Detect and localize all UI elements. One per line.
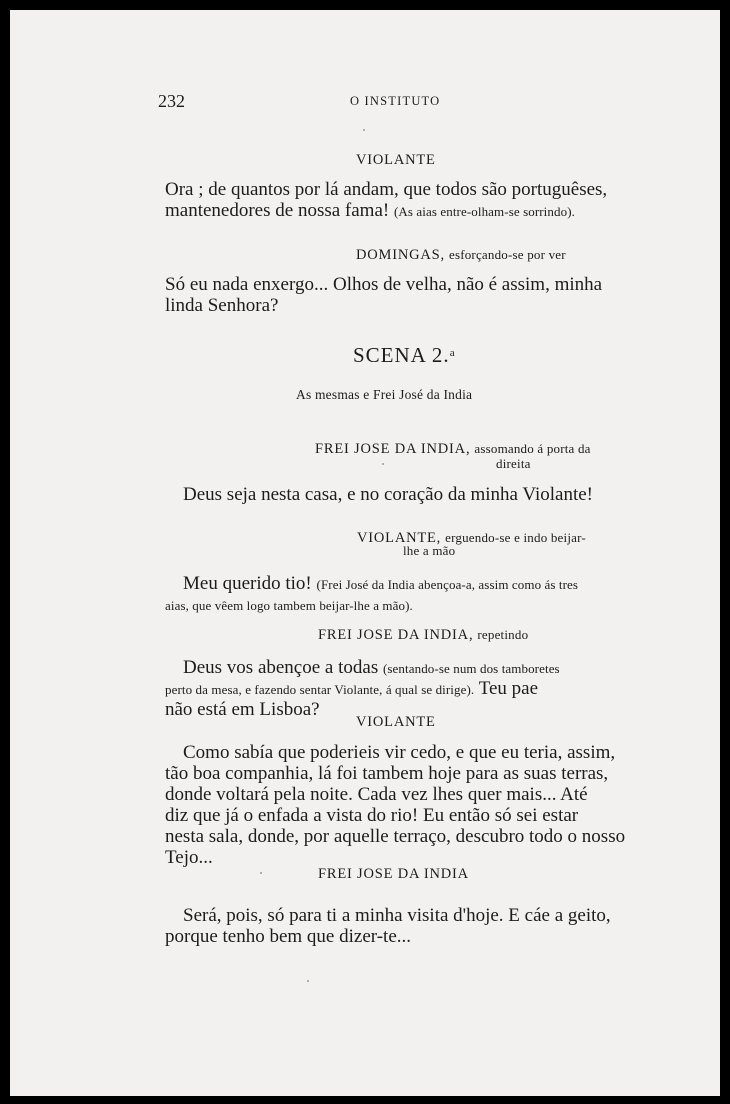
stage-direction: (As aias entre-olham-se sorrindo). [393,204,575,219]
speaker-violante-3: VIOLANTE [356,714,436,730]
speech-line [165,678,634,699]
speech-violante-2 [165,573,634,612]
speech-frei-jose-1 [183,484,593,505]
speech-line: diz que já o enfada a vista do rio! Eu então só sei estar [165,805,579,826]
text-run: Ora ; de quantos por lá andam, que todos são portuguêses, [165,179,608,200]
book-page [10,10,720,1096]
speech-violante-3 [165,742,634,868]
stage-direction: aias, que vêem logo tambem beijar-lhe a mão). [165,598,413,613]
text-run: Deus vos abençoe a todas [183,657,379,678]
stage-direction: perto da mesa, e fazendo sentar Violante, á qual se dirige). [165,682,475,697]
text-run: mantenedores de nossa fama! [165,200,390,221]
speech-line: Será, pois, só para ti a minha visita d'hoje. E cáe a geito, [183,905,611,926]
speech-line: não está em Lisboa? [165,699,320,720]
stage-direction: repetindo [477,627,529,642]
scene-title [353,343,456,368]
speaker-domingas [356,246,566,264]
speech-line: Como sabía que poderieis vir cedo, e que eu teria, assim, [183,742,616,763]
speech-domingas [165,274,634,316]
speaker-frei-jose-1 [315,440,591,458]
scene-cast: As mesmas e Frei José da India [296,387,473,402]
speaker-name: FREI JOSE DA INDIA, [315,441,471,457]
speech-line: linda Senhora? [165,295,279,316]
speaker-frei-jose-3: FREI JOSE DA INDIA [318,866,469,882]
speech-line: tão boa companhia, lá foi tambem hoje para as suas terras, [165,763,609,784]
scene-title-superscript: a [449,347,456,359]
speech-line: porque tenho bem que dizer-te... [165,926,411,947]
speech-line: Tejo... [165,847,213,868]
speech-frei-jose-3 [165,905,634,947]
speaker-name: FREI JOSE DA INDIA, [318,627,474,643]
speaker-violante-1: VIOLANTE [356,152,436,168]
speaker-name: VIOLANTE, [357,530,442,546]
speaker-violante-2 [357,529,586,547]
speech-line: nesta sala, donde, por aquelle terraço, descubro todo o nosso [165,826,626,847]
print-speck [307,980,309,982]
speaker-name: DOMINGAS, [356,247,445,263]
stage-direction: (Frei José da India abençoa-a, assim como ás tres [316,577,579,592]
speech-line [165,573,634,594]
speech-line [165,594,634,612]
speech-line: Só eu nada enxergo... Olhos de velha, não é assim, minha [165,274,603,295]
speech-frei-jose-2 [165,657,634,720]
stage-direction: erguendo-se e indo beijar- [445,530,586,545]
speech-line [165,179,618,200]
page-number: 232 [158,91,185,111]
speech-line: donde voltará pela noite. Cada vez lhes quer mais... Até [165,784,588,805]
stage-direction: (sentando-se num dos tamboretes [382,661,560,676]
running-title: O INSTITUTO [350,94,441,108]
print-speck [363,129,365,131]
print-speck [260,872,262,874]
stage-direction-cont: direita [496,456,531,471]
speech-violante-1 [165,179,618,221]
stage-direction: assomando á porta da [474,441,591,456]
speaker-frei-jose-2 [318,626,528,644]
text-run: Meu querido tio! [183,573,312,594]
text-run: Teu pae [478,678,539,699]
scene-title-text: SCENA 2. [353,343,450,367]
speech-line [165,200,618,221]
stage-direction-cont: lhe a mão [403,543,456,558]
speech-line [165,657,634,678]
speech-line: Deus seja nesta casa, e no coração da minha Violante! [183,484,594,505]
print-speck [382,463,384,465]
stage-direction: esforçando-se por ver [448,247,566,262]
